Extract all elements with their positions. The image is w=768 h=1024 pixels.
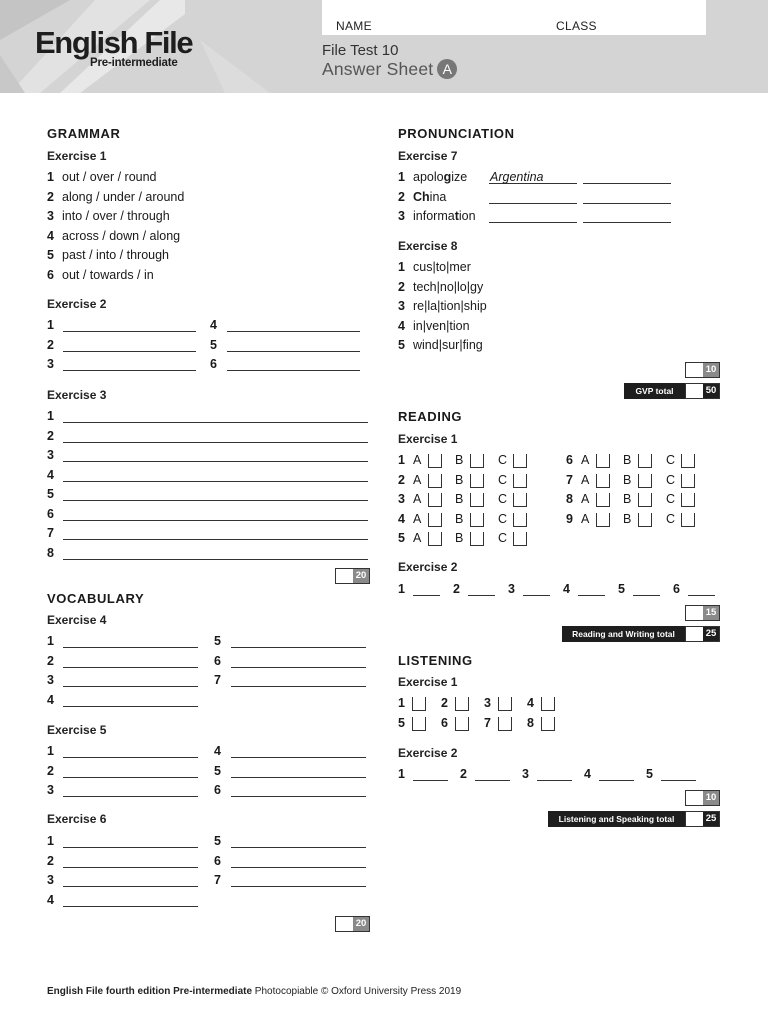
vocabulary-score-box[interactable] — [335, 916, 370, 932]
answer-number: 1 — [47, 834, 54, 848]
listening-speaking-total-label: Listening and Speaking total — [548, 811, 685, 827]
option-text: out / over / round — [62, 170, 157, 184]
syllable-word: wind|sur|fing — [413, 338, 483, 352]
answer-line[interactable] — [63, 647, 198, 648]
answer-number: 1 — [398, 767, 405, 781]
answer-number: 1 — [47, 744, 54, 758]
answer-checkbox[interactable] — [513, 532, 527, 546]
answer-checkbox[interactable] — [428, 454, 442, 468]
gvp-total-label: GVP total — [624, 383, 685, 399]
item-number: 1 — [398, 170, 405, 184]
grammar-heading: GRAMMAR — [47, 126, 121, 141]
exercise-7-title: Exercise 7 — [398, 149, 458, 163]
answer-number: 2 — [47, 337, 54, 352]
answer-number: 6 — [210, 357, 217, 371]
answer-checkbox[interactable] — [470, 493, 484, 507]
question-number: 4 — [527, 696, 534, 710]
option-letter: C — [666, 511, 676, 526]
answer-checkbox[interactable] — [428, 474, 442, 488]
option-letter: B — [623, 511, 632, 526]
option-letter: A — [581, 453, 590, 467]
syllable-row — [398, 280, 483, 294]
option-letter: B — [623, 453, 632, 467]
name-class-bar — [322, 0, 706, 35]
answer-checkbox[interactable] — [638, 454, 652, 468]
exercise-2-title: Exercise 2 — [47, 297, 107, 311]
answer-line[interactable] — [63, 686, 198, 687]
example-answer: Argentina — [490, 170, 544, 184]
listening-heading: LISTENING — [398, 653, 473, 668]
question-number: 8 — [566, 492, 573, 506]
word-end: ion — [458, 209, 476, 223]
answer-checkbox[interactable] — [638, 493, 652, 507]
item-number: 3 — [398, 299, 405, 313]
answer-line[interactable] — [599, 780, 634, 781]
answer-number: 6 — [214, 653, 221, 668]
answer-number: 4 — [210, 318, 217, 332]
answer-checkbox[interactable] — [541, 697, 555, 711]
pron-word-row — [398, 190, 446, 204]
footer-book-title: English File fourth edition Pre-intermediate — [47, 986, 253, 997]
listening-exercise-2-title: Exercise 2 — [398, 746, 458, 760]
question-number: 1 — [398, 453, 405, 467]
option-letter: B — [455, 492, 464, 506]
score-blank[interactable] — [336, 917, 353, 931]
answer-line[interactable] — [468, 595, 495, 596]
answer-line[interactable] — [63, 667, 198, 668]
item-number: 2 — [47, 189, 54, 204]
answer-line[interactable] — [489, 222, 577, 223]
item-number: 4 — [47, 228, 54, 243]
listening-speaking-max-total: 25 — [703, 812, 719, 826]
option-letter: C — [498, 453, 508, 467]
answer-line[interactable] — [227, 351, 360, 352]
answer-line[interactable] — [537, 780, 572, 781]
answer-number: 7 — [214, 873, 221, 887]
answer-number: 7 — [214, 673, 221, 687]
syllable-row — [398, 260, 471, 274]
answer-line[interactable] — [63, 481, 368, 482]
answer-line[interactable] — [231, 777, 366, 778]
answer-number: 3 — [47, 673, 54, 687]
answer-checkbox[interactable] — [638, 513, 652, 527]
item-number: 5 — [398, 338, 405, 352]
answer-number: 2 — [47, 853, 54, 868]
answer-line[interactable] — [227, 370, 360, 371]
question-number: 7 — [566, 472, 573, 487]
stressed-letters: g — [443, 170, 452, 184]
listening-exercise-1-title: Exercise 1 — [398, 675, 458, 689]
answer-line[interactable] — [583, 222, 671, 223]
answer-number: 8 — [47, 545, 54, 560]
question-number: 6 — [566, 453, 573, 467]
answer-checkbox[interactable] — [470, 454, 484, 468]
exercise-6-title: Exercise 6 — [47, 812, 107, 826]
answer-line[interactable] — [583, 183, 671, 184]
answer-line[interactable] — [63, 539, 368, 540]
question-number: 4 — [398, 511, 405, 526]
item-number: 5 — [47, 248, 54, 262]
syllable-word: cus|to|mer — [413, 260, 471, 274]
answer-checkbox[interactable] — [455, 697, 469, 711]
word-start: informa — [413, 209, 455, 223]
listening-max-score: 10 — [703, 791, 719, 805]
answer-line[interactable] — [63, 520, 368, 521]
logo-title: English File — [35, 25, 193, 60]
question-number: 2 — [398, 472, 405, 487]
sheet-title — [322, 59, 457, 80]
answer-checkbox[interactable] — [513, 513, 527, 527]
reading-exercise-2-title: Exercise 2 — [398, 560, 458, 574]
name-label: NAME — [336, 19, 372, 33]
answer-number: 5 — [646, 767, 653, 781]
answer-line[interactable] — [63, 706, 198, 707]
answer-number: 6 — [673, 582, 680, 596]
answer-line[interactable] — [578, 595, 605, 596]
option-letter: B — [455, 531, 464, 545]
reading-heading: READING — [398, 409, 463, 424]
grammar-option-row — [47, 229, 180, 243]
reading-max-score: 15 — [703, 606, 719, 620]
option-letter: B — [623, 492, 632, 506]
answer-line[interactable] — [63, 867, 198, 868]
score-blank[interactable] — [336, 569, 353, 583]
answer-number: 5 — [214, 634, 221, 648]
answer-checkbox[interactable] — [596, 513, 610, 527]
item-number: 2 — [398, 279, 405, 294]
option-letter: B — [623, 472, 632, 487]
answer-checkbox[interactable] — [428, 513, 442, 527]
answer-line[interactable] — [475, 780, 510, 781]
gvp-total-box[interactable] — [685, 383, 720, 399]
exercise-1-title: Exercise 1 — [47, 149, 107, 163]
option-text: past / into / through — [62, 248, 170, 262]
item-number: 3 — [398, 209, 405, 223]
answer-checkbox[interactable] — [498, 697, 512, 711]
answer-line[interactable] — [63, 886, 198, 887]
item-number: 2 — [398, 189, 405, 204]
answer-checkbox[interactable] — [412, 717, 426, 731]
answer-number: 5 — [210, 337, 217, 352]
question-number: 3 — [398, 492, 405, 506]
exercise-4-title: Exercise 4 — [47, 613, 107, 627]
option-text: into / over / through — [62, 209, 170, 223]
option-letter: C — [498, 511, 508, 526]
answer-line[interactable] — [231, 757, 366, 758]
answer-number: 7 — [47, 526, 54, 540]
reading-score-box[interactable] — [685, 605, 720, 621]
answer-line[interactable] — [661, 780, 696, 781]
option-letter: A — [413, 453, 422, 467]
pronunciation-max-score: 10 — [703, 363, 719, 377]
page-header — [0, 0, 768, 93]
answer-number: 3 — [508, 582, 515, 596]
word-end: ize — [451, 170, 468, 184]
syllable-word: tech|no|lo|gy — [413, 279, 484, 294]
grammar-option-row — [47, 209, 170, 223]
option-letter: B — [455, 511, 464, 526]
answer-number: 5 — [618, 582, 625, 596]
answer-line[interactable] — [231, 667, 366, 668]
answer-line[interactable] — [231, 886, 366, 887]
answer-line[interactable] — [63, 461, 368, 462]
answer-line[interactable] — [413, 780, 448, 781]
option-text: across / down / along — [62, 228, 181, 243]
gvp-max-total: 50 — [703, 384, 719, 398]
grammar-option-row — [47, 268, 154, 282]
answer-checkbox[interactable] — [428, 493, 442, 507]
answer-checkbox[interactable] — [455, 717, 469, 731]
answer-checkbox[interactable] — [596, 493, 610, 507]
reading-writing-total-box[interactable] — [685, 626, 720, 642]
answer-number: 1 — [398, 582, 405, 596]
answer-checkbox[interactable] — [513, 454, 527, 468]
exercise-3-title: Exercise 3 — [47, 388, 107, 402]
question-number: 3 — [484, 696, 491, 710]
answer-line[interactable] — [63, 331, 196, 332]
answer-checkbox[interactable] — [470, 532, 484, 546]
answer-checkbox[interactable] — [681, 493, 695, 507]
answer-number: 1 — [47, 318, 54, 332]
score-blank[interactable] — [686, 363, 703, 377]
answer-number: 4 — [47, 467, 54, 482]
answer-line[interactable] — [63, 906, 198, 907]
answer-line[interactable] — [63, 777, 198, 778]
score-blank[interactable] — [686, 812, 703, 826]
pronunciation-score-box[interactable] — [685, 362, 720, 378]
answer-checkbox[interactable] — [412, 697, 426, 711]
answer-line[interactable] — [63, 422, 368, 423]
question-number: 1 — [398, 696, 405, 710]
stressed-letters: t — [454, 209, 459, 223]
answer-line[interactable] — [231, 686, 366, 687]
answer-line[interactable] — [231, 796, 366, 797]
option-letter: A — [413, 531, 422, 545]
option-letter: C — [498, 472, 508, 487]
option-text: out / towards / in — [62, 267, 154, 282]
question-number: 6 — [441, 716, 448, 730]
listening-score-box[interactable] — [685, 790, 720, 806]
answer-line[interactable] — [688, 595, 715, 596]
version-badge: A — [437, 59, 457, 79]
question-number: 5 — [398, 716, 405, 730]
answer-checkbox[interactable] — [681, 513, 695, 527]
option-letter: C — [666, 472, 676, 487]
answer-line[interactable] — [231, 847, 366, 848]
score-blank[interactable] — [686, 627, 703, 641]
answer-checkbox[interactable] — [541, 717, 555, 731]
reading-writing-total-label: Reading and Writing total — [562, 626, 685, 642]
syllable-row — [398, 299, 487, 313]
answer-line[interactable] — [63, 559, 368, 560]
answer-number: 3 — [47, 873, 54, 887]
answer-number: 2 — [460, 767, 467, 781]
item-number: 1 — [47, 170, 54, 184]
answer-checkbox[interactable] — [498, 717, 512, 731]
answer-number: 2 — [47, 653, 54, 668]
question-number: 8 — [527, 716, 534, 730]
pron-word-row — [398, 170, 467, 184]
answer-checkbox[interactable] — [513, 493, 527, 507]
option-letter: A — [413, 511, 422, 526]
grammar-score-box[interactable] — [335, 568, 370, 584]
grammar-option-row — [47, 170, 157, 184]
answer-checkbox[interactable] — [428, 532, 442, 546]
reading-exercise-1-title: Exercise 1 — [398, 432, 458, 446]
answer-number: 3 — [47, 448, 54, 462]
option-letter: A — [413, 492, 422, 506]
answer-line[interactable] — [231, 647, 366, 648]
option-letter: A — [581, 472, 590, 487]
answer-line[interactable] — [63, 847, 198, 848]
answer-number: 6 — [214, 783, 221, 797]
answer-number: 1 — [47, 409, 54, 423]
syllable-word: re|la|tion|ship — [413, 299, 487, 313]
test-title: File Test 10 — [322, 42, 399, 59]
answer-line[interactable] — [63, 370, 196, 371]
answer-line[interactable] — [63, 500, 368, 501]
answer-line[interactable] — [489, 203, 577, 204]
answer-line[interactable] — [63, 351, 196, 352]
sheet-title-text: Answer Sheet — [322, 59, 434, 79]
item-number: 4 — [398, 318, 405, 333]
score-blank[interactable] — [686, 384, 703, 398]
option-letter: B — [455, 453, 464, 467]
answer-line[interactable] — [633, 595, 660, 596]
logo-subtitle: Pre-intermediate — [90, 57, 178, 69]
item-number: 6 — [47, 267, 54, 282]
question-number: 7 — [484, 716, 491, 730]
option-letter: B — [455, 472, 464, 487]
grammar-option-row — [47, 248, 169, 262]
answer-number: 2 — [453, 582, 460, 596]
answer-checkbox[interactable] — [513, 474, 527, 488]
answer-checkbox[interactable] — [638, 474, 652, 488]
answer-number: 4 — [47, 692, 54, 707]
answer-checkbox[interactable] — [681, 474, 695, 488]
answer-number: 3 — [47, 357, 54, 371]
answer-line[interactable] — [583, 203, 671, 204]
answer-number: 2 — [47, 763, 54, 778]
option-letter: C — [498, 531, 508, 545]
answer-number: 3 — [522, 767, 529, 781]
answer-number: 6 — [214, 853, 221, 868]
class-label: CLASS — [556, 19, 597, 33]
answer-line[interactable] — [413, 595, 440, 596]
answer-number: 5 — [47, 487, 54, 501]
answer-number: 5 — [214, 763, 221, 778]
exercise-8-title: Exercise 8 — [398, 239, 458, 253]
answer-number: 6 — [47, 506, 54, 521]
option-letter: C — [498, 492, 508, 506]
answer-number: 1 — [47, 634, 54, 648]
exercise-5-title: Exercise 5 — [47, 723, 107, 737]
item-number: 1 — [398, 260, 405, 274]
item-number: 3 — [47, 209, 54, 223]
answer-line[interactable] — [523, 595, 550, 596]
answer-line[interactable] — [227, 331, 360, 332]
answer-checkbox[interactable] — [596, 454, 610, 468]
answer-line[interactable] — [231, 867, 366, 868]
answer-number: 4 — [47, 892, 54, 907]
grammar-option-row — [47, 190, 184, 204]
answer-number: 4 — [584, 767, 591, 781]
answer-number: 4 — [214, 744, 221, 758]
answer-line[interactable] — [63, 442, 368, 443]
question-number: 2 — [441, 696, 448, 710]
question-number: 5 — [398, 531, 405, 545]
pron-word-row — [398, 209, 476, 223]
answer-line[interactable] — [63, 757, 198, 758]
listening-speaking-total-box[interactable] — [685, 811, 720, 827]
option-letter: A — [413, 472, 422, 487]
option-letter: C — [666, 453, 676, 467]
option-text: along / under / around — [62, 189, 185, 204]
option-letter: A — [581, 492, 590, 506]
score-blank[interactable] — [686, 791, 703, 805]
option-letter: A — [581, 511, 590, 526]
word-start: apolo — [413, 170, 444, 184]
answer-checkbox[interactable] — [596, 474, 610, 488]
pronunciation-heading: PRONUNCIATION — [398, 126, 515, 141]
syllable-word: in|ven|tion — [413, 318, 470, 333]
option-letter: C — [666, 492, 676, 506]
syllable-row — [398, 319, 470, 333]
score-blank[interactable] — [686, 606, 703, 620]
answer-number: 2 — [47, 428, 54, 443]
vocabulary-heading: VOCABULARY — [47, 591, 145, 606]
grammar-max-score: 20 — [353, 569, 369, 583]
page-footer — [47, 986, 461, 997]
syllable-row — [398, 338, 483, 352]
answer-number: 5 — [214, 834, 221, 848]
answer-number: 3 — [47, 783, 54, 797]
answer-number: 4 — [563, 582, 570, 596]
answer-checkbox[interactable] — [681, 454, 695, 468]
answer-checkbox[interactable] — [470, 474, 484, 488]
stressed-letters: Ch — [413, 189, 430, 204]
answer-line[interactable] — [63, 796, 198, 797]
vocabulary-max-score: 20 — [353, 917, 369, 931]
question-number: 9 — [566, 511, 573, 526]
word-end: ina — [429, 189, 447, 204]
answer-checkbox[interactable] — [470, 513, 484, 527]
reading-writing-max-total: 25 — [703, 627, 719, 641]
footer-copyright: Photocopiable © Oxford University Press 2019 — [252, 986, 462, 997]
